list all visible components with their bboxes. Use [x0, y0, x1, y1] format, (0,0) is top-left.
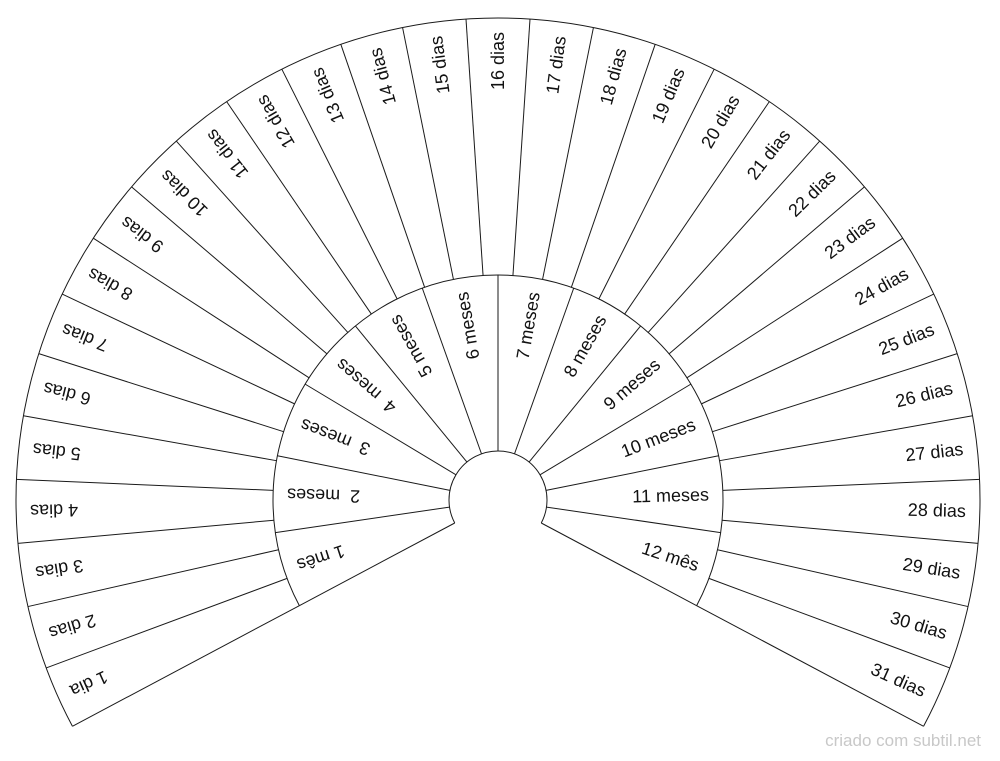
outer-divider	[625, 102, 770, 314]
outer-sector-label: 30 dias	[888, 607, 950, 644]
inner-sector-label: 12 mês	[639, 537, 702, 576]
inner-sector-label: 5 meses	[385, 311, 437, 381]
inner-sector-label: 10 meses	[618, 414, 699, 462]
outer-divider	[132, 187, 327, 354]
inner-sector-label: 11 meses	[631, 484, 710, 507]
outer-divider	[513, 19, 530, 275]
outer-sector-label: 15 dias	[426, 34, 454, 95]
outer-divider	[466, 19, 483, 275]
inner-sector-label: 4 meses	[331, 354, 401, 418]
inner-divider	[275, 507, 449, 533]
outer-divider	[669, 187, 864, 354]
outer-sector-label: 13 dias	[307, 64, 349, 127]
outer-sector-label: 28 dias	[907, 499, 967, 522]
outer-sector-label: 25 dias	[875, 319, 938, 360]
outer-sector-label: 7 dias	[58, 319, 111, 356]
outer-divider	[72, 606, 299, 727]
outer-sector-label: 9 dias	[116, 212, 168, 257]
outer-sector-label: 8 dias	[84, 263, 136, 305]
outer-sector-label: 4 dias	[29, 499, 79, 522]
ring-lines	[16, 18, 980, 726]
inner-sector-label: 8 meses	[559, 311, 611, 381]
outer-divider	[723, 479, 980, 490]
outer-sector-label: 20 dias	[697, 91, 744, 152]
outer-sector-label: 27 dias	[904, 439, 965, 466]
inner-sector-label: 6 meses	[452, 290, 484, 361]
outer-divider	[176, 141, 348, 332]
inner-sector-label: 9 meses	[599, 354, 665, 415]
outer-divider	[16, 479, 273, 490]
outer-sector-label: 17 dias	[542, 34, 570, 95]
inner-sector-label: 7 meses	[512, 290, 544, 361]
outer-sector-label: 24 dias	[851, 263, 912, 310]
outer-sector-label: 2 dias	[46, 610, 99, 644]
outer-sector-label: 31 dias	[867, 658, 929, 701]
outer-sector-label: 3 dias	[34, 555, 85, 583]
inner-divider	[546, 507, 720, 533]
outer-sector-label: 26 dias	[893, 378, 955, 412]
outer-divider	[687, 238, 903, 378]
outer-sector-label: 23 dias	[820, 212, 880, 263]
outer-sector-label: 10 dias	[156, 165, 212, 221]
outer-divider	[18, 520, 274, 543]
credit-text: criado com subtil.net	[825, 731, 981, 750]
outer-sector-label: 6 dias	[41, 378, 93, 410]
outer-divider	[93, 238, 309, 378]
outer-sector-label: 29 dias	[901, 554, 962, 583]
outer-divider	[227, 102, 372, 314]
inner-sector-label: 2 meses	[286, 484, 361, 507]
inner-sector-label: 3 meses	[297, 414, 373, 460]
outer-sector-label: 21 dias	[742, 125, 795, 184]
center-arc	[449, 451, 547, 523]
outer-divider	[648, 141, 820, 332]
inner-sector-label: 1 mês	[294, 540, 348, 576]
outer-sector-label: 5 dias	[31, 439, 82, 465]
outer-sector-label: 12 dias	[252, 91, 299, 152]
outer-sector-label: 1 dia	[67, 666, 111, 701]
outer-sector-label: 16 dias	[488, 32, 508, 91]
outer-sector-label: 14 dias	[365, 45, 400, 108]
outer-sector-label: 19 dias	[647, 64, 689, 127]
outer-sector-label: 11 dias	[201, 125, 253, 183]
outer-sector-label: 22 dias	[784, 165, 840, 221]
outer-divider	[722, 520, 978, 543]
outer-sector-label: 18 dias	[596, 45, 631, 108]
